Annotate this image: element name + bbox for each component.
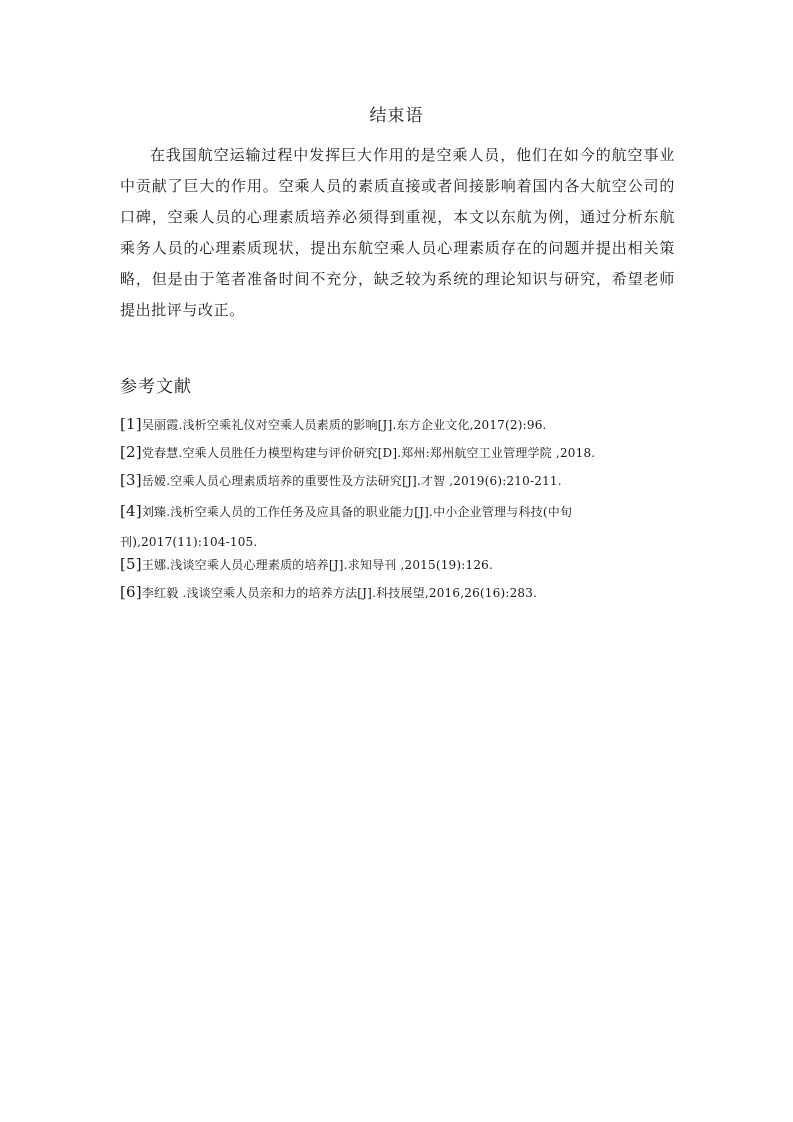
reference-number: [1]: [120, 415, 142, 433]
reference-text-continuation: 刊),2017(11):104-105.: [120, 535, 258, 549]
reference-item: [120, 579, 680, 607]
reference-item: [120, 467, 680, 495]
reference-number: [4]: [120, 502, 142, 520]
reference-item: [120, 551, 680, 579]
reference-text: 李红毅 .浅谈空乘人员亲和力的培养方法[J].科技展望,2016,26(16):283.: [141, 586, 538, 600]
references-list: [120, 411, 680, 607]
references-heading: 参考文献: [120, 377, 192, 397]
reference-text: 党春慧.空乘人员胜任力模型构建与评价研究[D].郑州:郑州航空工业管理学院 ,2018.: [141, 446, 596, 460]
reference-number: [5]: [120, 555, 142, 573]
reference-number: [3]: [120, 471, 142, 489]
reference-text: 王娜.浅谈空乘人员心理素质的培养[J].求知导刊 ,2015(19):126.: [141, 558, 494, 572]
conclusion-paragraph: 在我国航空运输过程中发挥巨大作用的是空乘人员，他们在如今的航空事业中贡献了巨大的作用。空乘人员的素质直接或者间接影响着国内各大航空公司的口碑，空乘人员的心理素质培养必须得到重视，本文以东航为例，通过分析东航乘务人员的心理素质现状，提出东航空乘人员心理素质存在的问题并提出相关策略，但是由于笔者准备时间不充分，缺乏较为系统的理论知识与研究，希望老师提出批评与改正。: [120, 146, 675, 319]
reference-number: [2]: [120, 443, 142, 461]
reference-item: [120, 411, 680, 439]
reference-item: [120, 495, 680, 556]
reference-text: 吴丽霞.浅析空乘礼仪对空乘人员素质的影响[J].东方企业文化,2017(2):96.: [141, 418, 547, 432]
conclusion-heading: 结束语: [369, 106, 424, 126]
reference-text: 刘臻.浅析空乘人员的工作任务及应具备的职业能力[J].中小企业管理与科技(中旬: [141, 505, 573, 519]
reference-item: [120, 439, 680, 467]
reference-text: 岳嫒.空乘人员心理素质培养的重要性及方法研究[J].才智 ,2019(6):210-211.: [141, 474, 562, 488]
reference-number: [6]: [120, 583, 142, 601]
